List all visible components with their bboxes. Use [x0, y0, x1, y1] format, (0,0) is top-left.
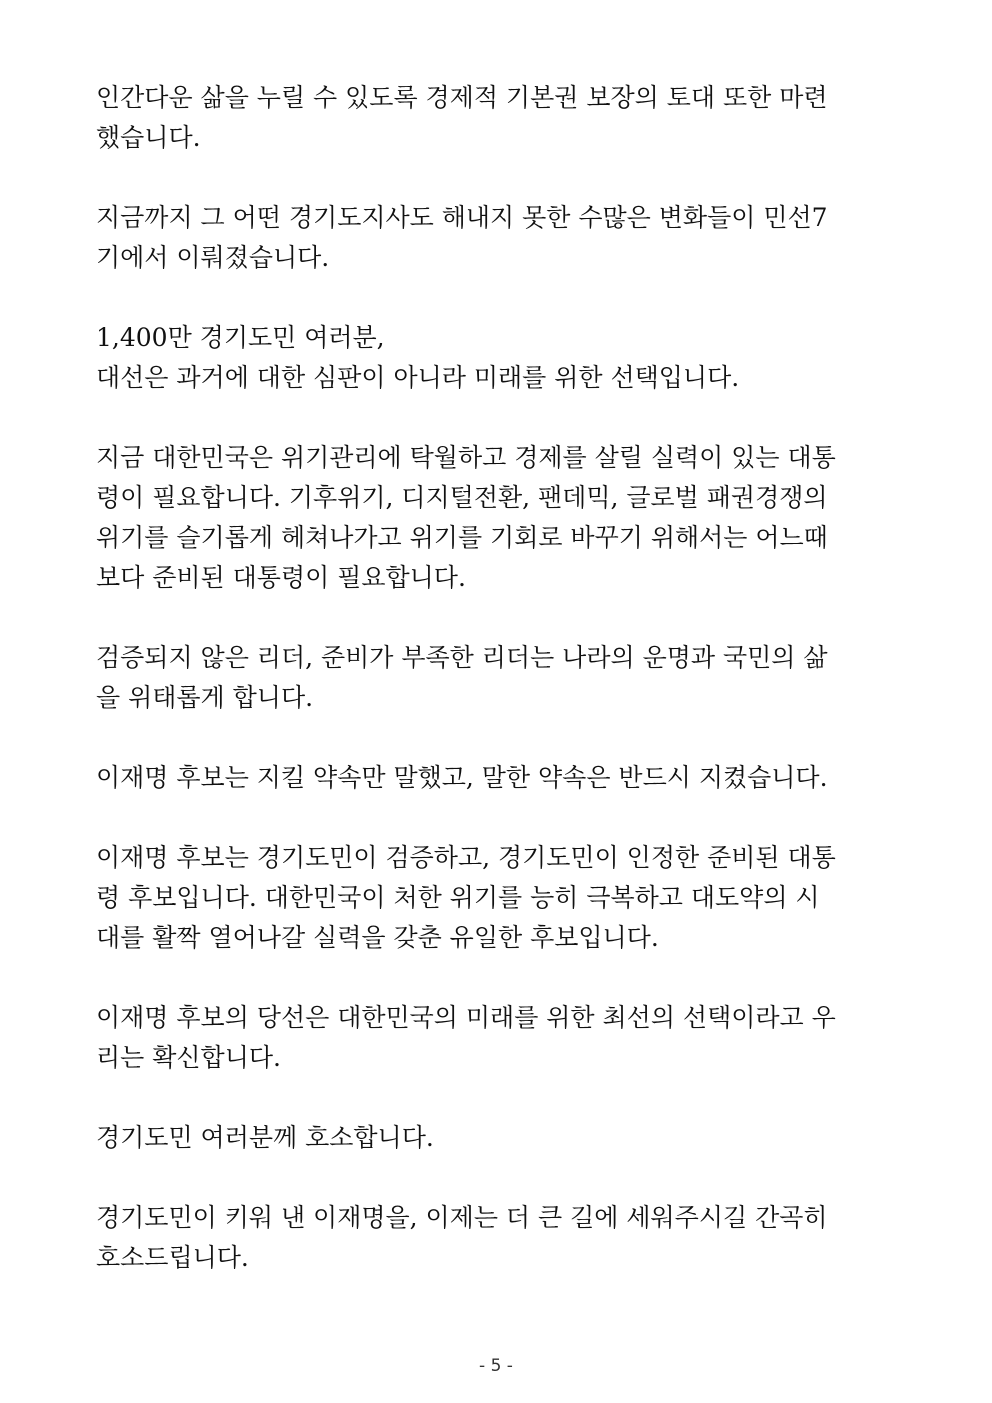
paragraph-1: 인간다운 삶을 누릴 수 있도록 경제적 기본권 보장의 토대 또한 마련 했습니다. — [96, 83, 828, 152]
page-number: - 5 - — [479, 1356, 513, 1376]
paragraph-2: 지금까지 그 어떤 경기도지사도 해내지 못한 수많은 변화들이 민선7 기에서 이뤄졌습니다. — [96, 203, 828, 272]
paragraph-5: 검증되지 않은 리더, 준비가 부족한 리더는 나라의 운명과 국민의 삶 을 위태롭게 합니다. — [96, 643, 828, 712]
paragraph-8: 이재명 후보의 당선은 대한민국의 미래를 위한 최선의 선택이라고 우 리는 확신합니다. — [96, 1003, 836, 1072]
paragraph-7: 이재명 후보는 경기도민이 검증하고, 경기도민이 인정한 준비된 대통 령 후보입니다. 대한민국이 처한 위기를 능히 극복하고 대도약의 시 대를 활짝 열어나갈 실력을 갖춘 유일한 후보입니다. — [96, 843, 836, 952]
paragraph-10: 경기도민이 키워 낸 이재명을, 이제는 더 큰 길에 세워주시길 간곡히 호소드립니다. — [96, 1203, 828, 1272]
document-page — [96, 78, 896, 1318]
paragraph-9: 경기도민 여러분께 호소합니다. — [96, 1123, 434, 1152]
paragraph-3: 1,400만 경기도민 여러분, 대선은 과거에 대한 심판이 아니라 미래를 위한 선택입니다. — [96, 323, 740, 392]
paragraph-4: 지금 대한민국은 위기관리에 탁월하고 경제를 살릴 실력이 있는 대통 령이 필요합니다. 기후위기, 디지털전환, 팬데믹, 글로벌 패권경쟁의 위기를 슬기롭게 헤쳐나가고 위기를 기회로 바꾸기 위해서는 어느때 보다 준비된 대통령이 필요합니다. — [96, 443, 836, 592]
paragraph-6: 이재명 후보는 지킬 약속만 말했고, 말한 약속은 반드시 지켰습니다. — [96, 763, 828, 792]
